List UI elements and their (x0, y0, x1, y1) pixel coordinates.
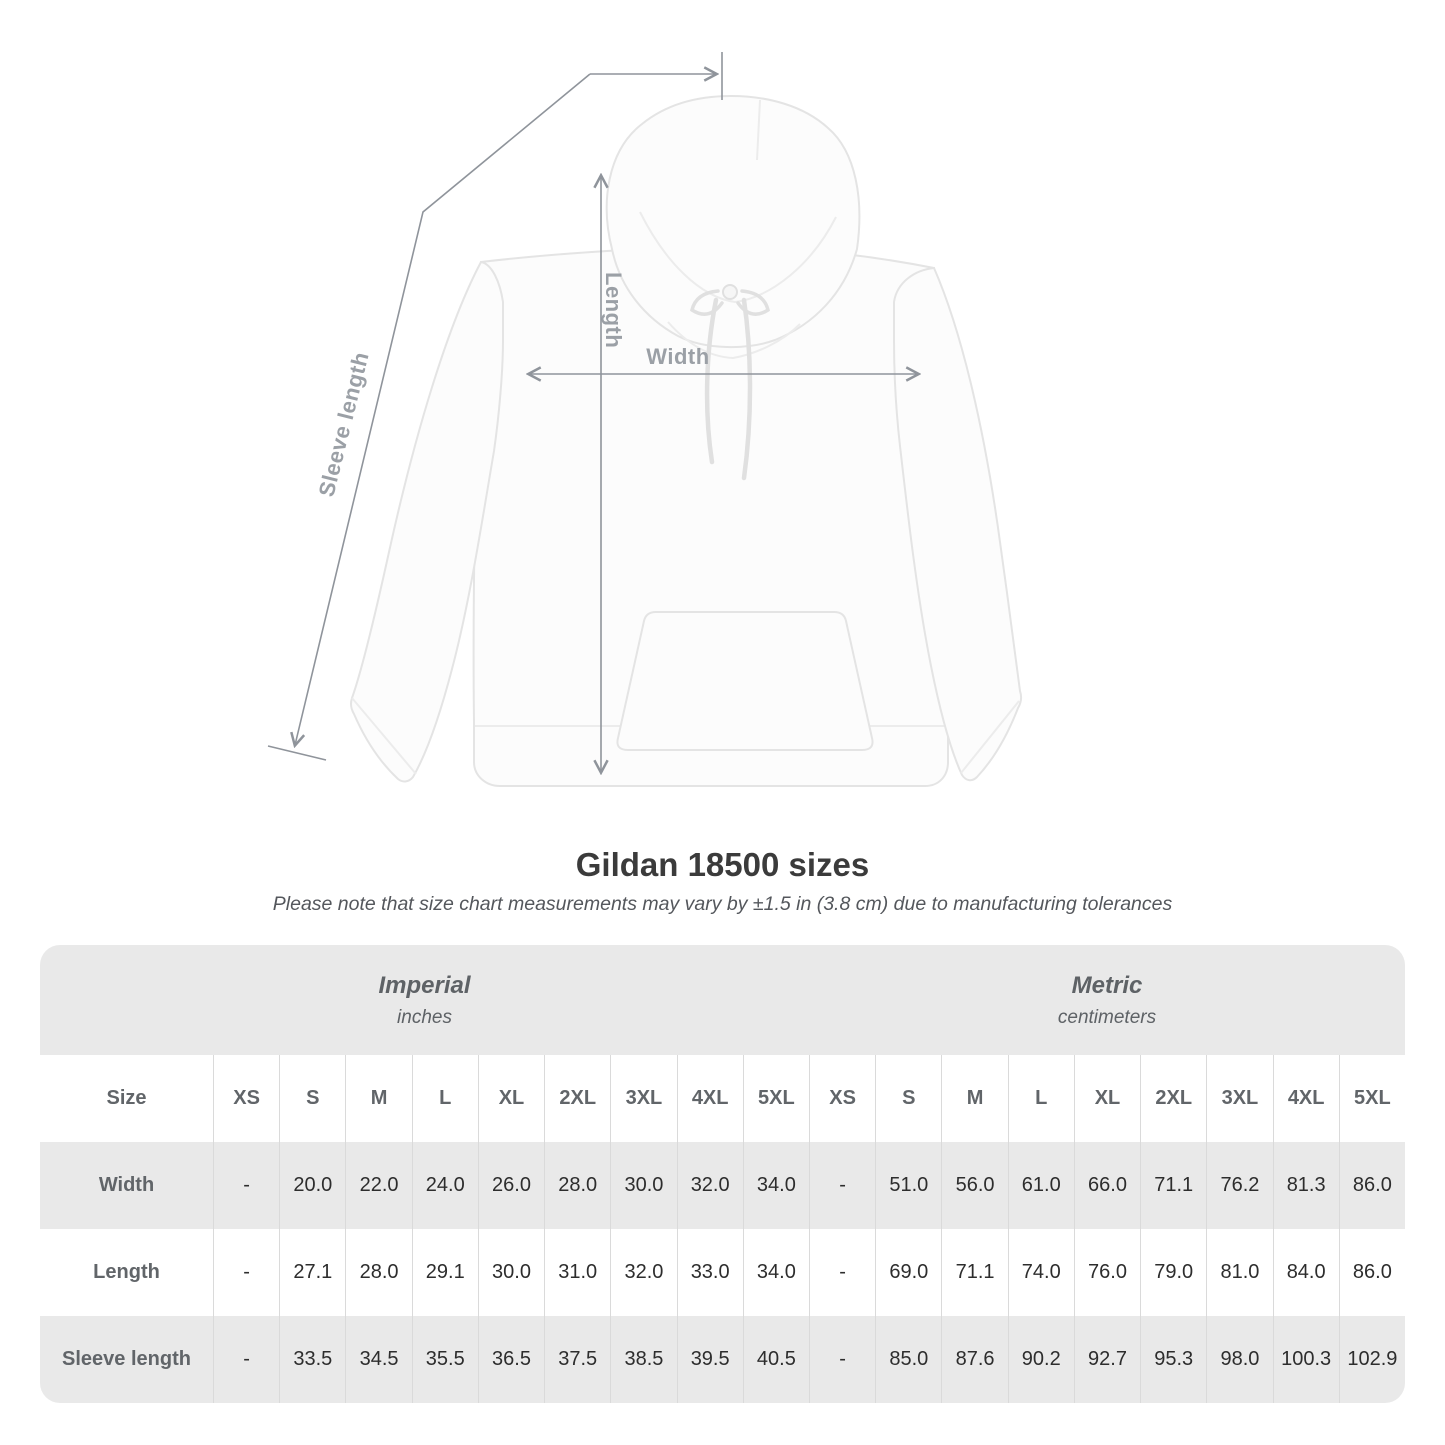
value-cell: 34.0 (743, 1142, 809, 1229)
value-cell: 87.6 (941, 1316, 1007, 1403)
imperial-label: Imperial (378, 971, 471, 999)
value-cell: 33.5 (279, 1316, 345, 1403)
size-col-header: 3XL (1206, 1055, 1272, 1142)
size-col-header: L (1008, 1055, 1074, 1142)
value-cell: 26.0 (478, 1142, 544, 1229)
value-cell: 24.0 (412, 1142, 478, 1229)
size-col-header: S (279, 1055, 345, 1142)
sleeve-length-label: Sleeve length (313, 349, 374, 500)
value-cell: 27.1 (279, 1229, 345, 1316)
measurement-row-width (40, 1142, 1405, 1229)
value-cell: 22.0 (345, 1142, 411, 1229)
value-cell: 71.1 (1140, 1142, 1206, 1229)
value-cell: 30.0 (478, 1229, 544, 1316)
value-cell: 51.0 (875, 1142, 941, 1229)
value-cell: 35.5 (412, 1316, 478, 1403)
value-cell: 39.5 (677, 1316, 743, 1403)
measurement-row-sleeve-length (40, 1316, 1405, 1403)
value-cell: 79.0 (1140, 1229, 1206, 1316)
size-col-header: 2XL (1140, 1055, 1206, 1142)
size-col-header: XL (478, 1055, 544, 1142)
value-cell: 85.0 (875, 1316, 941, 1403)
imperial-sublabel: inches (397, 1006, 452, 1028)
size-col-header: XS (809, 1055, 875, 1142)
row-label-cell: Width (98, 1174, 155, 1196)
value-cell: - (809, 1229, 875, 1316)
size-col-header: XS (213, 1055, 279, 1142)
value-cell: 61.0 (1008, 1142, 1074, 1229)
size-col-header: 4XL (677, 1055, 743, 1142)
value-cell: 76.0 (1074, 1229, 1140, 1316)
value-cell: 95.3 (1140, 1316, 1206, 1403)
row-label-cell: Sleeve length (62, 1348, 191, 1370)
metric-sublabel: centimeters (1057, 1006, 1157, 1028)
value-cell: 76.2 (1206, 1142, 1272, 1229)
value-cell: 28.0 (544, 1142, 610, 1229)
value-cell: 36.5 (478, 1316, 544, 1403)
value-cell: 86.0 (1339, 1142, 1405, 1229)
size-col-header: 2XL (544, 1055, 610, 1142)
size-header-cell: Size (106, 1087, 147, 1109)
size-col-header: L (412, 1055, 478, 1142)
size-col-header: 3XL (610, 1055, 676, 1142)
value-cell: 84.0 (1273, 1229, 1339, 1316)
value-cell: 90.2 (1008, 1316, 1074, 1403)
page-title: Gildan 18500 sizes (575, 846, 870, 883)
value-cell: 71.1 (941, 1229, 1007, 1316)
value-cell: 74.0 (1008, 1229, 1074, 1316)
value-cell: - (809, 1316, 875, 1403)
value-cell: 98.0 (1206, 1316, 1272, 1403)
size-grid (40, 1055, 1405, 1403)
width-label: Width (646, 344, 710, 369)
size-col-header: M (941, 1055, 1007, 1142)
row-label-cell: Length (93, 1261, 160, 1283)
size-header-row (40, 1055, 1405, 1142)
size-col-header: M (345, 1055, 411, 1142)
value-cell: - (809, 1142, 875, 1229)
value-cell: 34.5 (345, 1316, 411, 1403)
value-cell: 81.0 (1206, 1229, 1272, 1316)
length-label: Length (601, 272, 626, 349)
measurement-row-length (40, 1229, 1405, 1316)
value-cell: 34.0 (743, 1229, 809, 1316)
metric-unit-group (809, 945, 1405, 1055)
value-cell: 66.0 (1074, 1142, 1140, 1229)
value-cell: 69.0 (875, 1229, 941, 1316)
page-subtitle: Please note that size chart measurements may vary by ±1.5 in (3.8 cm) due to manufacturing tolerances (272, 893, 1173, 915)
value-cell: 100.3 (1273, 1316, 1339, 1403)
size-col-header: S (875, 1055, 941, 1142)
value-cell: 29.1 (412, 1229, 478, 1316)
value-cell: 38.5 (610, 1316, 676, 1403)
drawstring-knot (723, 285, 737, 299)
value-cell: 37.5 (544, 1316, 610, 1403)
value-cell: 56.0 (941, 1142, 1007, 1229)
value-cell: 33.0 (677, 1229, 743, 1316)
value-cell: 86.0 (1339, 1229, 1405, 1316)
imperial-unit-group (40, 945, 809, 1055)
value-cell: - (213, 1316, 279, 1403)
value-cell: - (213, 1142, 279, 1229)
size-col-header: XL (1074, 1055, 1140, 1142)
value-cell: 30.0 (610, 1142, 676, 1229)
sleeve-end-tick (268, 746, 326, 760)
units-band (40, 945, 1405, 1055)
size-col-header: 5XL (743, 1055, 809, 1142)
value-cell: 102.9 (1339, 1316, 1405, 1403)
value-cell: - (213, 1229, 279, 1316)
value-cell: 92.7 (1074, 1316, 1140, 1403)
value-cell: 32.0 (677, 1142, 743, 1229)
value-cell: 32.0 (610, 1229, 676, 1316)
hoodie-illustration (351, 96, 1021, 786)
kangaroo-pocket (617, 612, 872, 750)
value-cell: 40.5 (743, 1316, 809, 1403)
size-col-header: 4XL (1273, 1055, 1339, 1142)
value-cell: 31.0 (544, 1229, 610, 1316)
size-table (40, 945, 1405, 1403)
value-cell: 28.0 (345, 1229, 411, 1316)
value-cell: 20.0 (279, 1142, 345, 1229)
size-col-header: 5XL (1339, 1055, 1405, 1142)
value-cell: 81.3 (1273, 1142, 1339, 1229)
metric-label: Metric (1071, 971, 1143, 999)
